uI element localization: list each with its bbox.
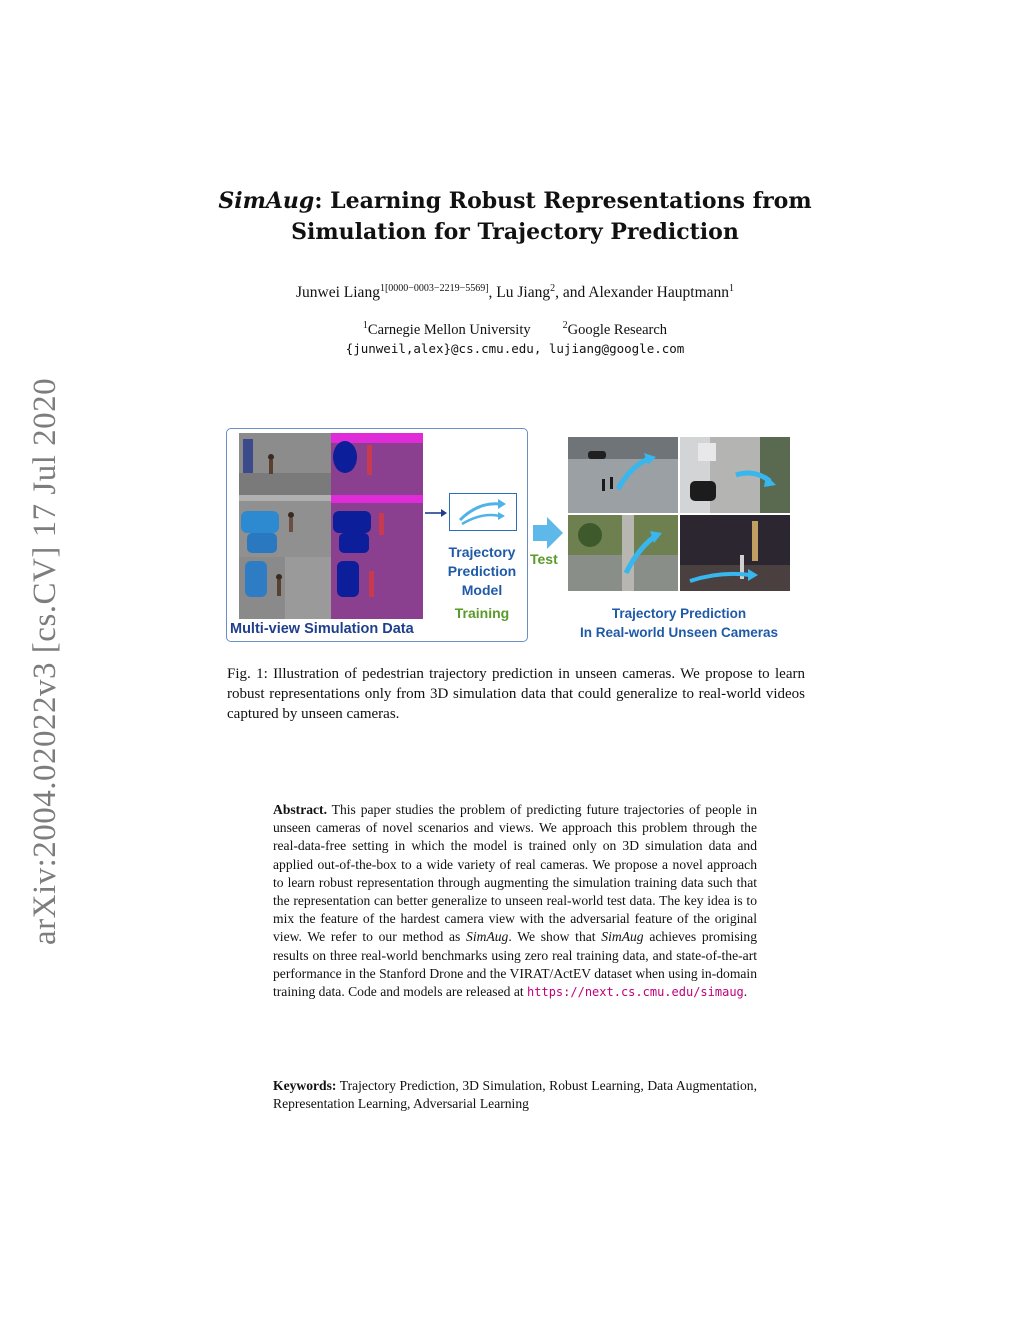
real-camera-view-4 (680, 515, 790, 591)
sim-rgb-view-3 (239, 557, 331, 619)
model-label-line1: Trajectory (448, 544, 516, 560)
abstract-text-3: achieves promising results on three real-world benchmarks using zero real training data, and state-of-the-art performance in the Stanford Drone and the VIRAT/ActEV dataset when using in-domain training data. Code and models are released at (273, 929, 757, 1000)
model-label-line3: Model (461, 582, 503, 598)
figure-simulation-panel (226, 428, 528, 642)
author-1-orcid: 1[0000−0003−2219−5569] (379, 283, 489, 294)
real-camera-view-3 (568, 515, 678, 591)
real-world-image-grid (568, 437, 792, 593)
test-arrow-icon (533, 517, 563, 549)
sim-rgb-image-1 (239, 433, 331, 495)
abstract-text-1: This paper studies the problem of predicting future trajectories of people in unseen cameras of novel scenarios and views. We approach this problem through the real-data-free setting in which the model is trained only on 3D simulation data and applied out-of-the-box to a wide variety of real cameras. We propose a novel approach to learn robust representation through augmenting the simulation training data such that the representation can better generalize to unseen real-world test data. The key idea is to mix the feature of the hardest camera view with the adversarial feature of the original view. We refer to our method as (273, 802, 757, 945)
aff1: Carnegie Mellon University (367, 321, 531, 338)
title-line2: Simulation for Trajectory Prediction (291, 219, 739, 245)
keywords-heading: Keywords: (273, 1078, 337, 1093)
real-image-1 (568, 437, 678, 513)
real-world-label-line2: In Real-world Unseen Cameras (579, 625, 779, 640)
right-arrow-icon (425, 507, 447, 519)
real-world-label-line1: Trajectory Prediction (611, 606, 747, 621)
abstract-text-2: . We show that (508, 929, 602, 945)
keywords-text: Trajectory Prediction, 3D Simulation, Robust Learning, Data Augmentation, Representation Learning, Adversarial Learning (273, 1078, 757, 1112)
real-image-2 (680, 437, 790, 513)
sim-rgb-view-2 (239, 495, 331, 557)
model-label (427, 543, 537, 600)
keywords (273, 1077, 757, 1113)
author-1: Junwei Liang (296, 284, 380, 302)
caption-label: Fig. 1: (227, 666, 268, 682)
simulation-data-label: Multi-view Simulation Data (230, 621, 414, 637)
caption-text: Illustration of pedestrian trajectory prediction in unseen cameras. We propose to learn robust representations only from 3D simulation data that could generalize to real-world videos captured by unseen cameras. (227, 666, 805, 722)
aff2: Google Research (567, 321, 668, 338)
title-emph: SimAug (218, 188, 315, 214)
abstract-end: . (743, 984, 748, 1000)
paper-title (150, 186, 880, 248)
arxiv-stamp: arXiv:2004.02022v3 [cs.CV] 17 Jul 2020 (27, 377, 63, 945)
aff1-sup: 1 (362, 320, 368, 331)
real-camera-view-1 (568, 437, 678, 513)
sim-seg-view-1 (331, 433, 423, 495)
real-image-4 (680, 515, 790, 591)
training-label: Training (454, 605, 510, 621)
affiliations (150, 320, 880, 339)
sim-seg-image-3 (331, 557, 423, 619)
sim-seg-view-3 (331, 557, 423, 619)
author-3: , and Alexander Hauptmann (555, 284, 729, 302)
aff2-sup: 2 (562, 320, 568, 331)
trajectory-model-box (449, 493, 517, 531)
sim-rgb-image-3 (239, 557, 331, 619)
project-url-link[interactable]: https://next.cs.cmu.edu/simaug (527, 985, 744, 1000)
test-label: Test (530, 551, 558, 567)
figure-caption (227, 664, 805, 724)
author-2: , Lu Jiang (488, 284, 551, 302)
model-label-line2: Prediction (447, 563, 517, 579)
sim-seg-view-2 (331, 495, 423, 557)
author-2-sup: 2 (550, 283, 556, 294)
trajectory-arrows-icon (450, 494, 514, 528)
sim-seg-image-2 (331, 495, 423, 557)
real-image-3 (568, 515, 678, 591)
author-3-sup: 1 (729, 283, 734, 294)
author-list (150, 283, 880, 302)
abstract (273, 801, 757, 1001)
title-line1: : Learning Robust Representations from (314, 188, 812, 214)
author-emails: {junweil,alex}@cs.cmu.edu, lujiang@google.com (345, 341, 685, 356)
real-world-label (552, 604, 806, 642)
abstract-emph-1: SimAug (466, 929, 509, 945)
abstract-emph-2: SimAug (601, 929, 644, 945)
sim-rgb-view-1 (239, 433, 331, 495)
simulation-image-grid (239, 433, 423, 621)
abstract-heading: Abstract. (273, 802, 327, 817)
sim-seg-image-1 (331, 433, 423, 495)
sim-rgb-image-2 (239, 495, 331, 557)
real-camera-view-2 (680, 437, 790, 513)
